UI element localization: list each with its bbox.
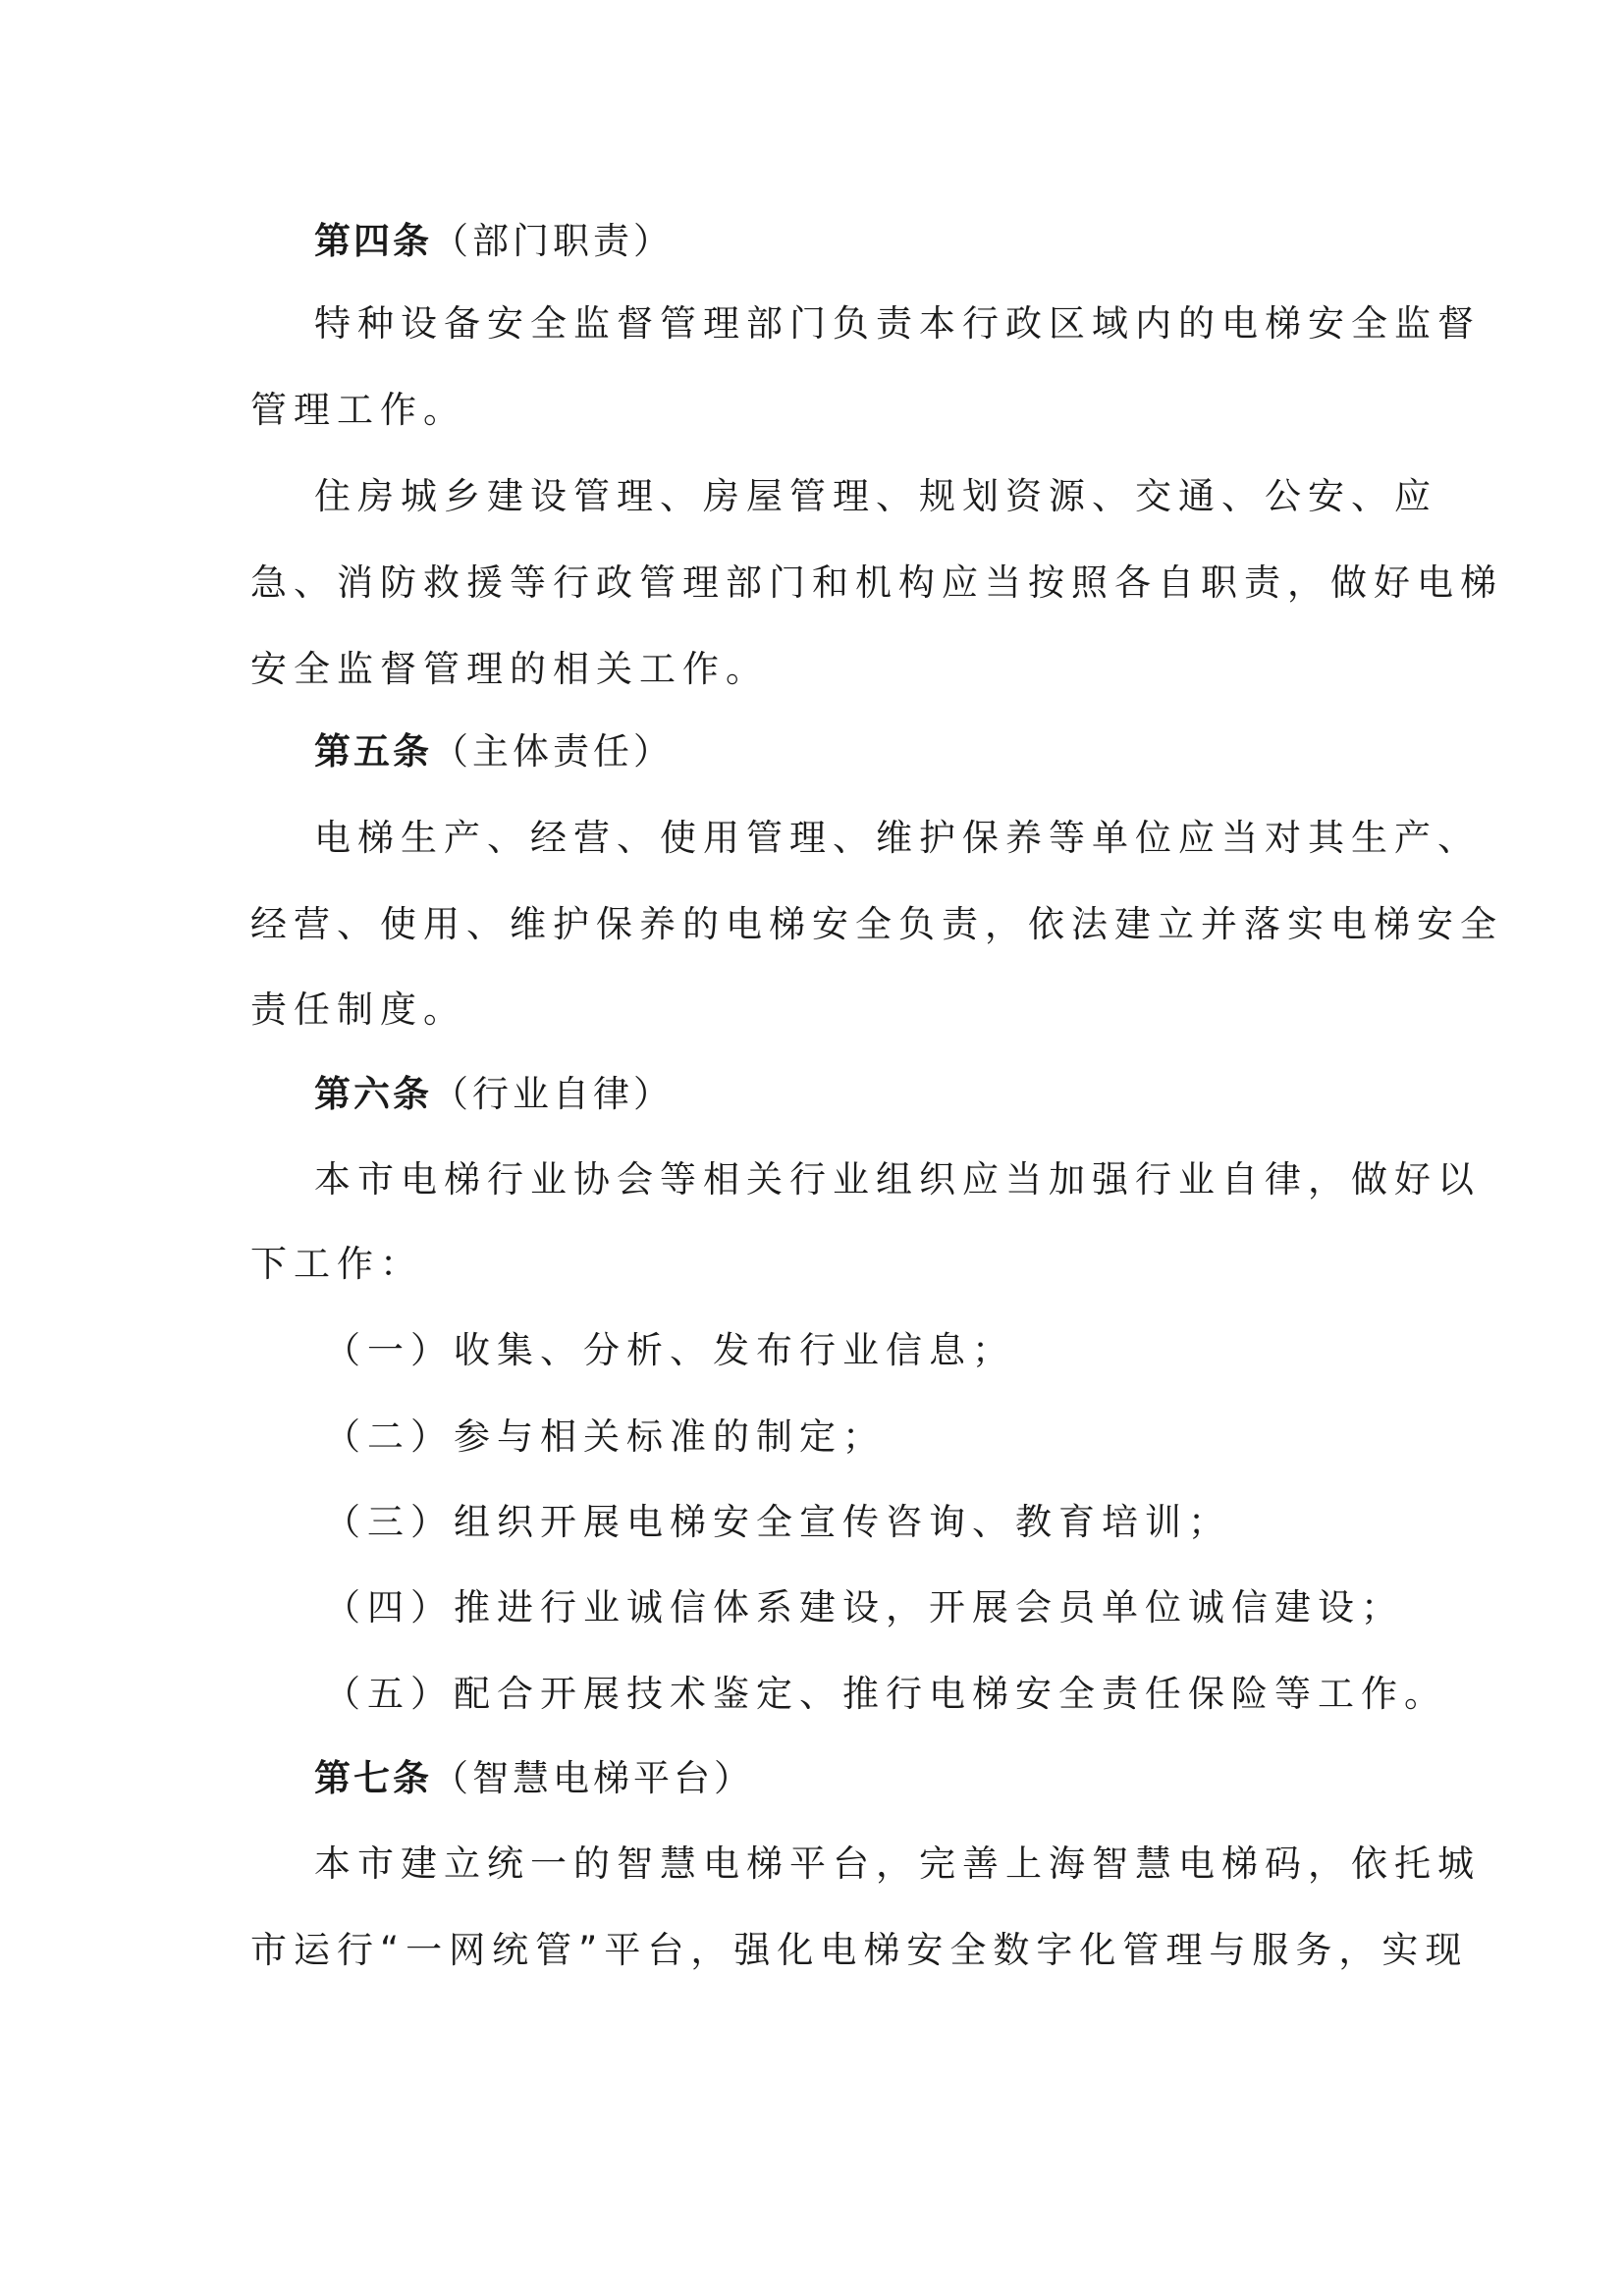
article-7-title: （智慧电梯平台） — [432, 1757, 754, 1799]
article-4-paragraph-2-line-2: 急、消防救援等行政管理部门和机构应当按照各自职责，做好电梯 — [250, 561, 1503, 604]
article-6-list-item: （一）收集、分析、发布行业信息； — [324, 1329, 1015, 1371]
article-6-list-item: （五）配合开展技术鉴定、推行电梯安全责任保险等工作。 — [324, 1673, 1447, 1715]
article-6-list-item: （四）推进行业诚信体系建设，开展会员单位诚信建设； — [324, 1586, 1404, 1629]
article-4-paragraph-1-line-1: 特种设备安全监督管理部门负责本行政区域内的电梯安全监督 — [314, 302, 1481, 345]
article-5-paragraph-1-line-2: 经营、使用、维护保养的电梯安全负责，依法建立并落实电梯安全 — [250, 903, 1503, 945]
article-4-paragraph-1-line-2: 管理工作。 — [250, 389, 466, 431]
article-7-paragraph-1-line-2: 市运行“一网统管”平台，强化电梯安全数字化管理与服务，实现 — [250, 1929, 1469, 1971]
article-4-paragraph-2-line-1: 住房城乡建设管理、房屋管理、规划资源、交通、公安、应 — [314, 475, 1437, 517]
article-6-heading — [314, 1071, 674, 1118]
article-4-heading — [314, 218, 674, 265]
article-7-label: 第七条 — [314, 1757, 432, 1799]
article-6-paragraph-1-line-2: 下工作： — [250, 1243, 423, 1285]
article-6-list-item: （二）参与相关标准的制定； — [324, 1415, 886, 1458]
article-4-label: 第四条 — [314, 220, 432, 262]
article-5-label: 第五条 — [314, 730, 432, 773]
article-7-paragraph-1-line-1: 本市建立统一的智慧电梯平台，完善上海智慧电梯码，依托城 — [314, 1842, 1481, 1885]
article-5-paragraph-1-line-1: 电梯生产、经营、使用管理、维护保养等单位应当对其生产、 — [314, 817, 1481, 859]
article-5-heading — [314, 728, 674, 775]
article-4-title: （部门职责） — [432, 220, 674, 262]
article-6-paragraph-1-line-1: 本市电梯行业协会等相关行业组织应当加强行业自律，做好以 — [314, 1158, 1481, 1201]
article-5-title: （主体责任） — [432, 730, 674, 773]
article-6-label: 第六条 — [314, 1073, 432, 1115]
article-5-paragraph-1-line-3: 责任制度。 — [250, 988, 466, 1031]
article-6-list-item: （三）组织开展电梯安全宣传咨询、教育培训； — [324, 1501, 1231, 1543]
article-7-heading — [314, 1755, 754, 1802]
article-6-title: （行业自律） — [432, 1073, 674, 1115]
article-4-paragraph-2-line-3: 安全监督管理的相关工作。 — [250, 648, 769, 690]
